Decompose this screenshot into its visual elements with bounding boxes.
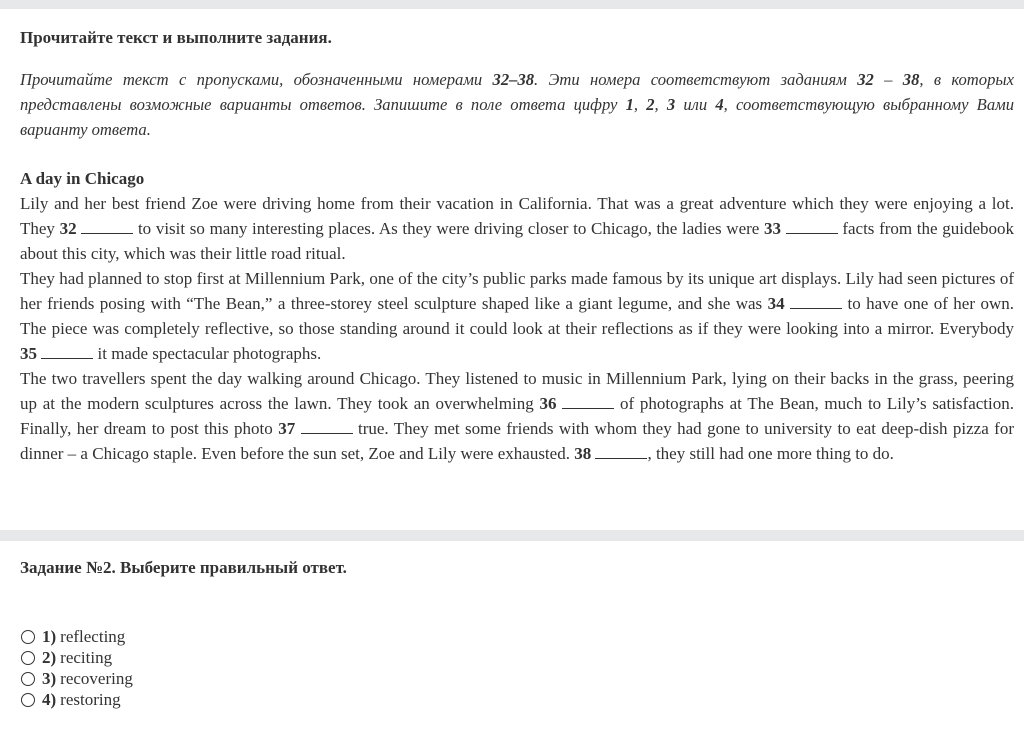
gap-blank	[786, 218, 838, 234]
instructions-text: или	[675, 95, 716, 114]
gap-number-35: 35	[20, 344, 37, 363]
gap-number-36: 36	[539, 394, 557, 413]
radio-button[interactable]	[21, 693, 35, 707]
instructions	[20, 67, 1014, 142]
gap-number-37: 37	[278, 419, 296, 438]
story-paragraph-1	[20, 191, 1014, 266]
instructions-text: ,	[633, 95, 647, 114]
story-text: it made spectacular photographs.	[93, 344, 322, 363]
option-text: reflecting	[60, 626, 126, 646]
answer-option-3[interactable]	[21, 668, 133, 689]
answer-options	[21, 626, 133, 710]
story-text: , they still had one more thing to do.	[647, 444, 894, 463]
option-text: restoring	[60, 689, 121, 709]
option-number: 4)	[42, 689, 57, 709]
answer-digit: 1	[625, 95, 634, 114]
task-title: Задание №2. Выберите правильный ответ.	[20, 558, 347, 577]
gap-blank	[301, 418, 353, 434]
gap-blank	[81, 218, 133, 234]
radio-button[interactable]	[21, 630, 35, 644]
answer-digit: 2	[646, 95, 655, 114]
section-divider	[0, 530, 1024, 541]
option-number: 1)	[42, 626, 57, 646]
story-text: to have one of her own. The piece was completely reflective, so those standing around it could look at their reflections as if they were looking into a mirror. Everybody	[20, 294, 1014, 338]
instructions-text: , соответствующую выбранному Вами варианту ответа.	[20, 95, 1015, 139]
task-number: 32	[857, 70, 874, 89]
story-title: A day in Chicago	[20, 169, 145, 188]
top-divider	[0, 0, 1024, 9]
story-text: to visit so many interesting places. As they were driving closer to Chicago, the ladies were	[133, 219, 764, 238]
answer-digit: 4	[715, 95, 724, 114]
gap-number-38: 38	[574, 444, 592, 463]
story-paragraph-2	[20, 266, 1014, 366]
answer-digit: 3	[666, 95, 676, 114]
section-heading: Прочитайте текст и выполните задания.	[20, 28, 332, 47]
instructions-text: ,	[654, 95, 667, 114]
instructions-text: . Эти номера соответствуют заданиям	[534, 70, 858, 89]
option-number: 2)	[42, 647, 57, 667]
instructions-text: Прочитайте текст с пропусками, обозначенными номерами	[20, 70, 493, 89]
story-paragraph-3	[20, 366, 1014, 466]
story-text: The two travellers spent the day walking around Chicago. They listened to music in Millennium Park, lying on their backs in the grass, peering up at the modern sculptures across the lawn. They took an overwhelming	[20, 369, 1014, 413]
gap-number-34: 34	[767, 294, 785, 313]
gap-number-33: 33	[764, 219, 781, 238]
gap-number-32: 32	[59, 219, 77, 238]
gap-blank	[595, 443, 647, 459]
option-text: recovering	[60, 668, 133, 688]
task-range: 32–38	[492, 70, 535, 89]
story-text: They had planned to stop first at Millennium Park, one of the city’s public parks made famous by its unique art displays. Lily had seen pictures of her friends posing with “The Bean,” a three-storey steel sculpture shaped like a giant legume, and she was	[20, 269, 1014, 313]
answer-option-4[interactable]	[21, 689, 133, 710]
task-number: 38	[902, 70, 920, 89]
answer-option-2[interactable]	[21, 647, 133, 668]
story-text: facts from the guidebook about this city, which was their little road ritual.	[20, 219, 1015, 263]
gap-blank	[41, 343, 93, 359]
answer-option-1[interactable]	[21, 626, 133, 647]
option-number: 3)	[42, 668, 57, 688]
gap-blank	[562, 393, 614, 409]
story-text: true. They met some friends with whom they had gone to university to eat deep-dish pizza for dinner – a Chicago staple. Even before the sun set, Zoe and Lily were exhausted.	[20, 419, 1014, 463]
reading-section	[20, 26, 1014, 466]
story-text: of photographs at The Bean, much to Lily’s satisfaction. Finally, her dream to post this photo	[20, 394, 1014, 438]
radio-button[interactable]	[21, 672, 35, 686]
story-text: Lily and her best friend Zoe were driving home from their vacation in California. That was a great adventure which they were enjoying a lot. They	[20, 194, 1014, 238]
instructions-text: , в которых представлены возможные варианты ответов. Запишите в поле ответа цифру	[20, 70, 1014, 114]
option-text: reciting	[60, 647, 113, 667]
radio-button[interactable]	[21, 651, 35, 665]
gap-blank	[790, 293, 842, 309]
instructions-text: –	[873, 70, 903, 89]
